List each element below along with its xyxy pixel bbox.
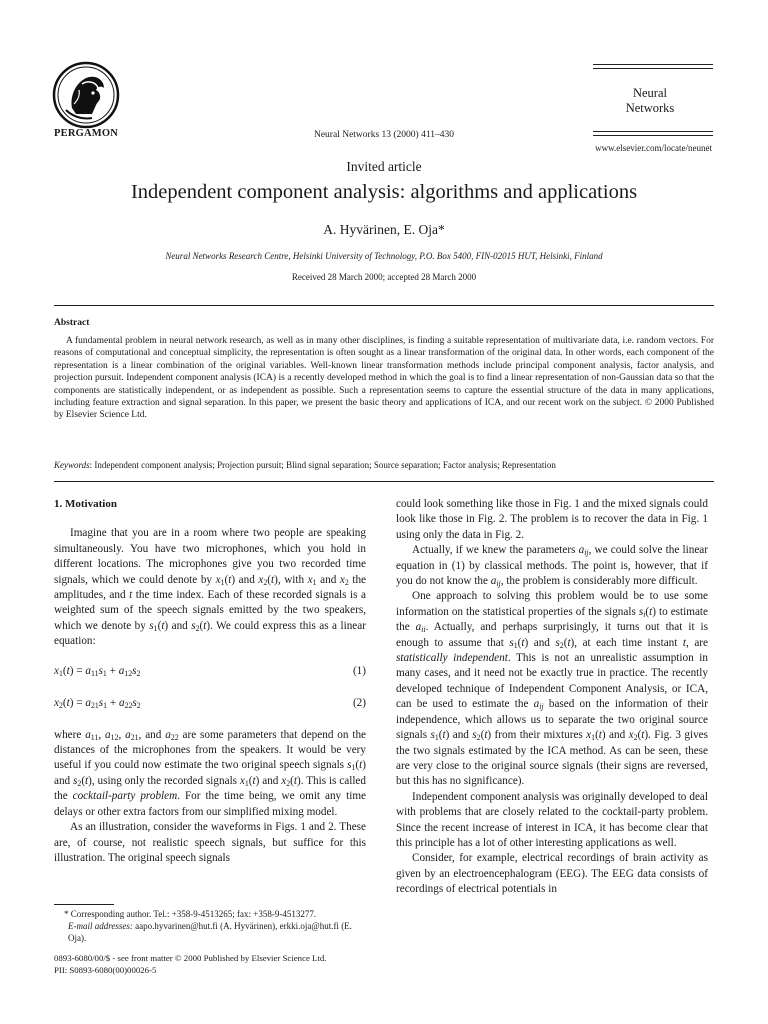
keywords xyxy=(54,460,714,470)
email-label: E-mail addresses: xyxy=(68,921,133,931)
journal-name-line1: Neural xyxy=(632,86,667,100)
paragraph: As an illustration, consider the waveforms in Figs. 1 and 2. These are, of course, not realistic speech signals, but suffice for this illustration. The original speech signals xyxy=(54,821,366,864)
equation-2-number: (2) xyxy=(352,696,366,709)
divider xyxy=(593,64,713,65)
keywords-label: Keywords xyxy=(54,460,90,470)
paragraph: Imagine that you are in a room where two people are speaking simultaneously. You have two microphones, which you hold in different locations. The microphones give you two recorded time signals, which we could denote by $x_1(t)$ and $x_2(t)$, with $x_1$ and $x_2$ the amplitudes, and t the time index. Each of these recorded signals is a weighted sum of the speech signals emitted by the two speakers, which we denote by $s_1(t)$ and $s_2(t)$. We could express this as a linear equation: xyxy=(54,527,367,648)
paragraph: One approach to solving this problem would be to use some information on the statistical properties of the signals $s_i(t)$ to estimate the $a_{ii}$. Actually, and perhaps surprisingly, it turns out that it is enough to assume that $s_1(t)$ and $s_2(t)$, at each time instant t, are statistically independent. This is not an unrealistic assumption in many cases, and it need not be exactly true in practice. The recently developed technique of Independent Component Analysis, or ICA, can be used to estimate the $a_{ij}$ based on the information of their independence, which allows us to separate the two original source signals $s_1(t)$ and $s_2(t)$ from their mixtures $x_1(t)$ and $x_2(t)$. Fig. 3 gives the two signals estimated by the ICA method. As can be seen, these are very close to the original source signals (their signs are reversed, but this has no significance). xyxy=(396,590,708,788)
footnote-divider xyxy=(54,904,114,905)
divider xyxy=(54,481,714,482)
article-type: Invited article xyxy=(346,159,422,174)
journal-citation: Neural Networks 13 (2000) 411–430 xyxy=(313,130,454,140)
pii-line: PII: S0893-6080(00)00026-5 xyxy=(54,964,157,975)
paragraph: Independent component analysis was originally developed to deal with problems that are closely related to the cocktail-party problem. Since the recent increase of interest in ICA, it has become clear that this principle has a lot of other interesting applications as well. xyxy=(396,790,708,849)
equation-1-body: $x_1(t) = a_{11}s_1 + a_{12}s_2$ xyxy=(54,664,141,678)
paper-title: Independent component analysis: algorithms and applications xyxy=(130,181,638,203)
paragraph: Consider, for example, electrical recordings of brain activity as given by an electroencephalogram (EEG). The EEG data consists of recordings of electrical potentials in xyxy=(396,852,708,896)
equation-1-number: (1) xyxy=(352,664,366,677)
equation-2-body: $x_2(t) = a_{21}s_1 + a_{22}s_2$ xyxy=(54,696,141,710)
equation-1 xyxy=(54,664,366,679)
journal-url[interactable]: www.elsevier.com/locate/neunet xyxy=(595,143,712,153)
abstract-heading: Abstract xyxy=(54,318,90,328)
publisher-logo xyxy=(52,60,120,130)
keywords-list: : Independent component analysis; Projection pursuit; Blind signal separation; Source separation; Factor analysis; Representation xyxy=(89,460,556,470)
footnote xyxy=(54,908,366,944)
divider xyxy=(593,131,713,132)
affiliation: Neural Networks Research Centre, Helsinki University of Technology, P.O. Box 5400, FIN-02015 HUT, Helsinki, Finland xyxy=(165,251,603,261)
section-heading: 1. Motivation xyxy=(54,498,117,510)
publisher-name: PERGAMON xyxy=(54,128,119,139)
journal-name xyxy=(600,86,700,116)
left-column xyxy=(54,497,366,866)
email-addresses xyxy=(54,920,366,944)
issn-line: 0893-6080/00/$ - see front matter © 2000 Published by Elsevier Science Ltd. xyxy=(54,953,327,963)
authors: A. Hyvärinen, E. Oja* xyxy=(323,222,445,237)
received-date: Received 28 March 2000; accepted 28 March 2000 xyxy=(291,272,477,282)
divider xyxy=(593,68,713,69)
paragraph: could look something like those in Fig. 1 and the mixed signals could look like those in Fig. 2. The problem is to recover the data in Fig. 1 using only the data in Fig. 2. xyxy=(396,498,708,541)
right-column xyxy=(396,497,708,898)
abstract-body: A fundamental problem in neural network research, as well as in many other disciplines, is finding a suitable representation of multivariate data, i.e. random vectors. For reasons of computational and conceptual simplicity, the representation is often sought as a linear transformation of the original data. In other words, each component of the representation is a linear combination of the original variables. Well-known linear transformation methods include principal component analysis, factor analysis, and projection pursuit. Independent component analysis (ICA) is a recently developed method in which the goal is to find a linear representation of non-Gaussian data so that the components are statistically independent, or as independent as possible. Such a representation seems to capture the essential structure of the data in many applications, including feature extraction and signal separation. In this paper, we present the basic theory and applications of ICA, and our recent work on the subject. © 2000 Published by Elsevier Science Ltd. xyxy=(54,336,714,421)
journal-name-line2: Networks xyxy=(625,101,675,115)
paragraph: Actually, if we knew the parameters $a_{ij}$, we could solve the linear equation in (1) by classical methods. The point is, however, that if you do not know the $a_{ij}$, the problem is considerably more difficult. xyxy=(396,544,708,589)
front-matter xyxy=(54,953,327,976)
corresponding-author: * Corresponding author. Tel.: +358-9-4513265; fax: +358-9-4513277. xyxy=(64,909,317,919)
paragraph: where $a_{11}$, $a_{12}$, $a_{21}$, and $a_{22}$ are some parameters that depend on the distances of the microphones from the speakers. It would be very useful if you could now estimate the two original speech signals $s_1(t)$ and $s_2(t)$, using only the recorded signals $x_1(t)$ and $x_2(t)$. This is called the cocktail-party problem. For the time being, we omit any time delays or other extra factors from our simplified mixing model. xyxy=(54,728,366,818)
divider xyxy=(54,305,714,306)
email-text: aapo.hyvarinen@hut.fi (A. Hyvärinen), erkki.oja@hut.fi (E. Oja). xyxy=(68,921,352,943)
divider xyxy=(593,135,713,136)
equation-2 xyxy=(54,696,366,711)
